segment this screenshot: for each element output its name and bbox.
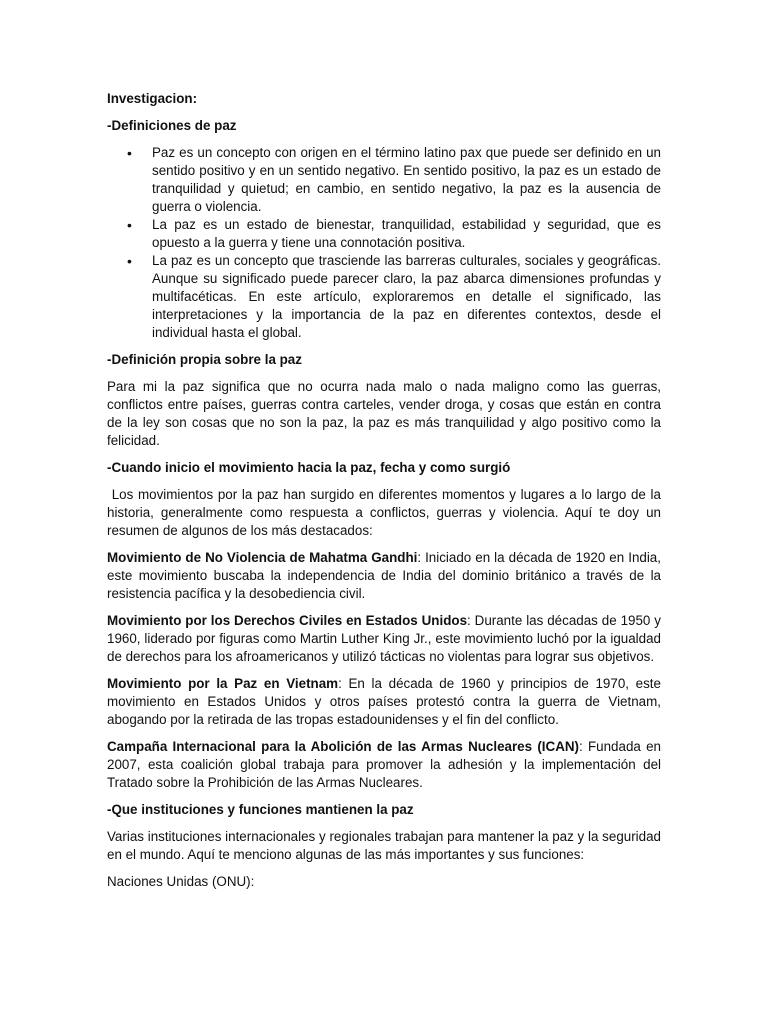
list-item: [107, 144, 661, 216]
bullet-icon: •: [127, 145, 132, 161]
movement-description: : Durante las décadas de 1950 y 1960, liderado por figuras como Martin Luther King Jr., este movimiento luchó por la igualdad de derechos para los afroamericanos y utilizó tácticas no violentas para lograr sus objetivos.: [107, 613, 661, 664]
document-title: Investigacion:: [107, 91, 198, 106]
institution-item: Naciones Unidas (ONU):: [107, 874, 255, 889]
bullet-icon: •: [127, 253, 132, 269]
definitions-list: [107, 144, 661, 342]
movement-paragraph: [107, 675, 661, 729]
movement-paragraph: [107, 612, 661, 666]
movement-name: Campaña Internacional para la Abolición de las Armas Nucleares (ICAN): [107, 739, 579, 754]
list-item-text: La paz es un estado de bienestar, tranquilidad, estabilidad y seguridad, que es opuesto a la guerra y tiene una connotación positiva.: [152, 217, 661, 250]
own-definition-heading: -Definición propia sobre la paz: [107, 352, 302, 367]
list-item-text: Paz es un concepto con origen en el término latino pax que puede ser definido en un sentido positivo y en un sentido negativo. En sentido positivo, la paz es un estado de tranquilidad y quietud; en cambio, en sentido negativo, la paz es la ausencia de guerra o violencia.: [152, 145, 661, 214]
list-item: [107, 216, 661, 252]
movement-name: Movimiento por los Derechos Civiles en Estados Unidos: [107, 613, 468, 628]
movement-name: Movimiento por la Paz en Vietnam: [107, 676, 339, 691]
institutions-intro: Varias instituciones internacionales y regionales trabajan para mantener la paz y la seguridad en el mundo. Aquí te menciono algunas de las más importantes y sus funciones:: [107, 829, 661, 862]
movement-name: Movimiento de No Violencia de Mahatma Gandhi: [107, 550, 418, 565]
movement-paragraph: [107, 549, 661, 603]
movement-origin-heading: -Cuando inicio el movimiento hacia la paz, fecha y como surgió: [107, 460, 511, 475]
list-item: [107, 252, 661, 342]
movement-description: : En la década de 1960 y principios de 1970, este movimiento en Estados Unidos y otros países protestó contra la guerra de Vietnam, abogando por la retirada de las tropas estadounidenses y el fin del conflicto.: [107, 676, 661, 727]
movement-origin-intro: Los movimientos por la paz han surgido en diferentes momentos y lugares a lo largo de la historia, generalmente como respuesta a conflictos, guerras y violencia. Aquí te doy un resumen de algunos de los más destacados:: [107, 487, 665, 538]
movement-paragraph: [107, 738, 661, 792]
own-definition-text: Para mi la paz significa que no ocurra nada malo o nada maligno como las guerras, conflictos entre países, guerras contra carteles, vender droga, y cosas que están en contra de la ley son cosas que no son la paz, la paz es más tranquilidad y algo positivo como la felicidad.: [107, 379, 661, 448]
movement-description: : Iniciado en la década de 1920 en India, este movimiento buscaba la independencia de India del dominio británico a través de la resistencia pacífica y la desobediencia civil.: [107, 550, 661, 601]
movement-description: : Fundada en 2007, esta coalición global trabaja para promover la adhesión y la implementación del Tratado sobre la Prohibición de las Armas Nucleares.: [107, 739, 661, 790]
definitions-heading: -Definiciones de paz: [107, 118, 237, 133]
institutions-heading: -Que instituciones y funciones mantienen la paz: [107, 802, 414, 817]
bullet-icon: •: [127, 217, 132, 233]
list-item-text: La paz es un concepto que trasciende las barreras culturales, sociales y geográficas. Aunque su significado puede parecer claro, la paz abarca dimensiones profundas y multifacéticas. En este artículo, exploraremos en detalle el significado, las interpretaciones y la importancia de la paz en diferentes contextos, desde el individual hasta el global.: [152, 253, 661, 340]
